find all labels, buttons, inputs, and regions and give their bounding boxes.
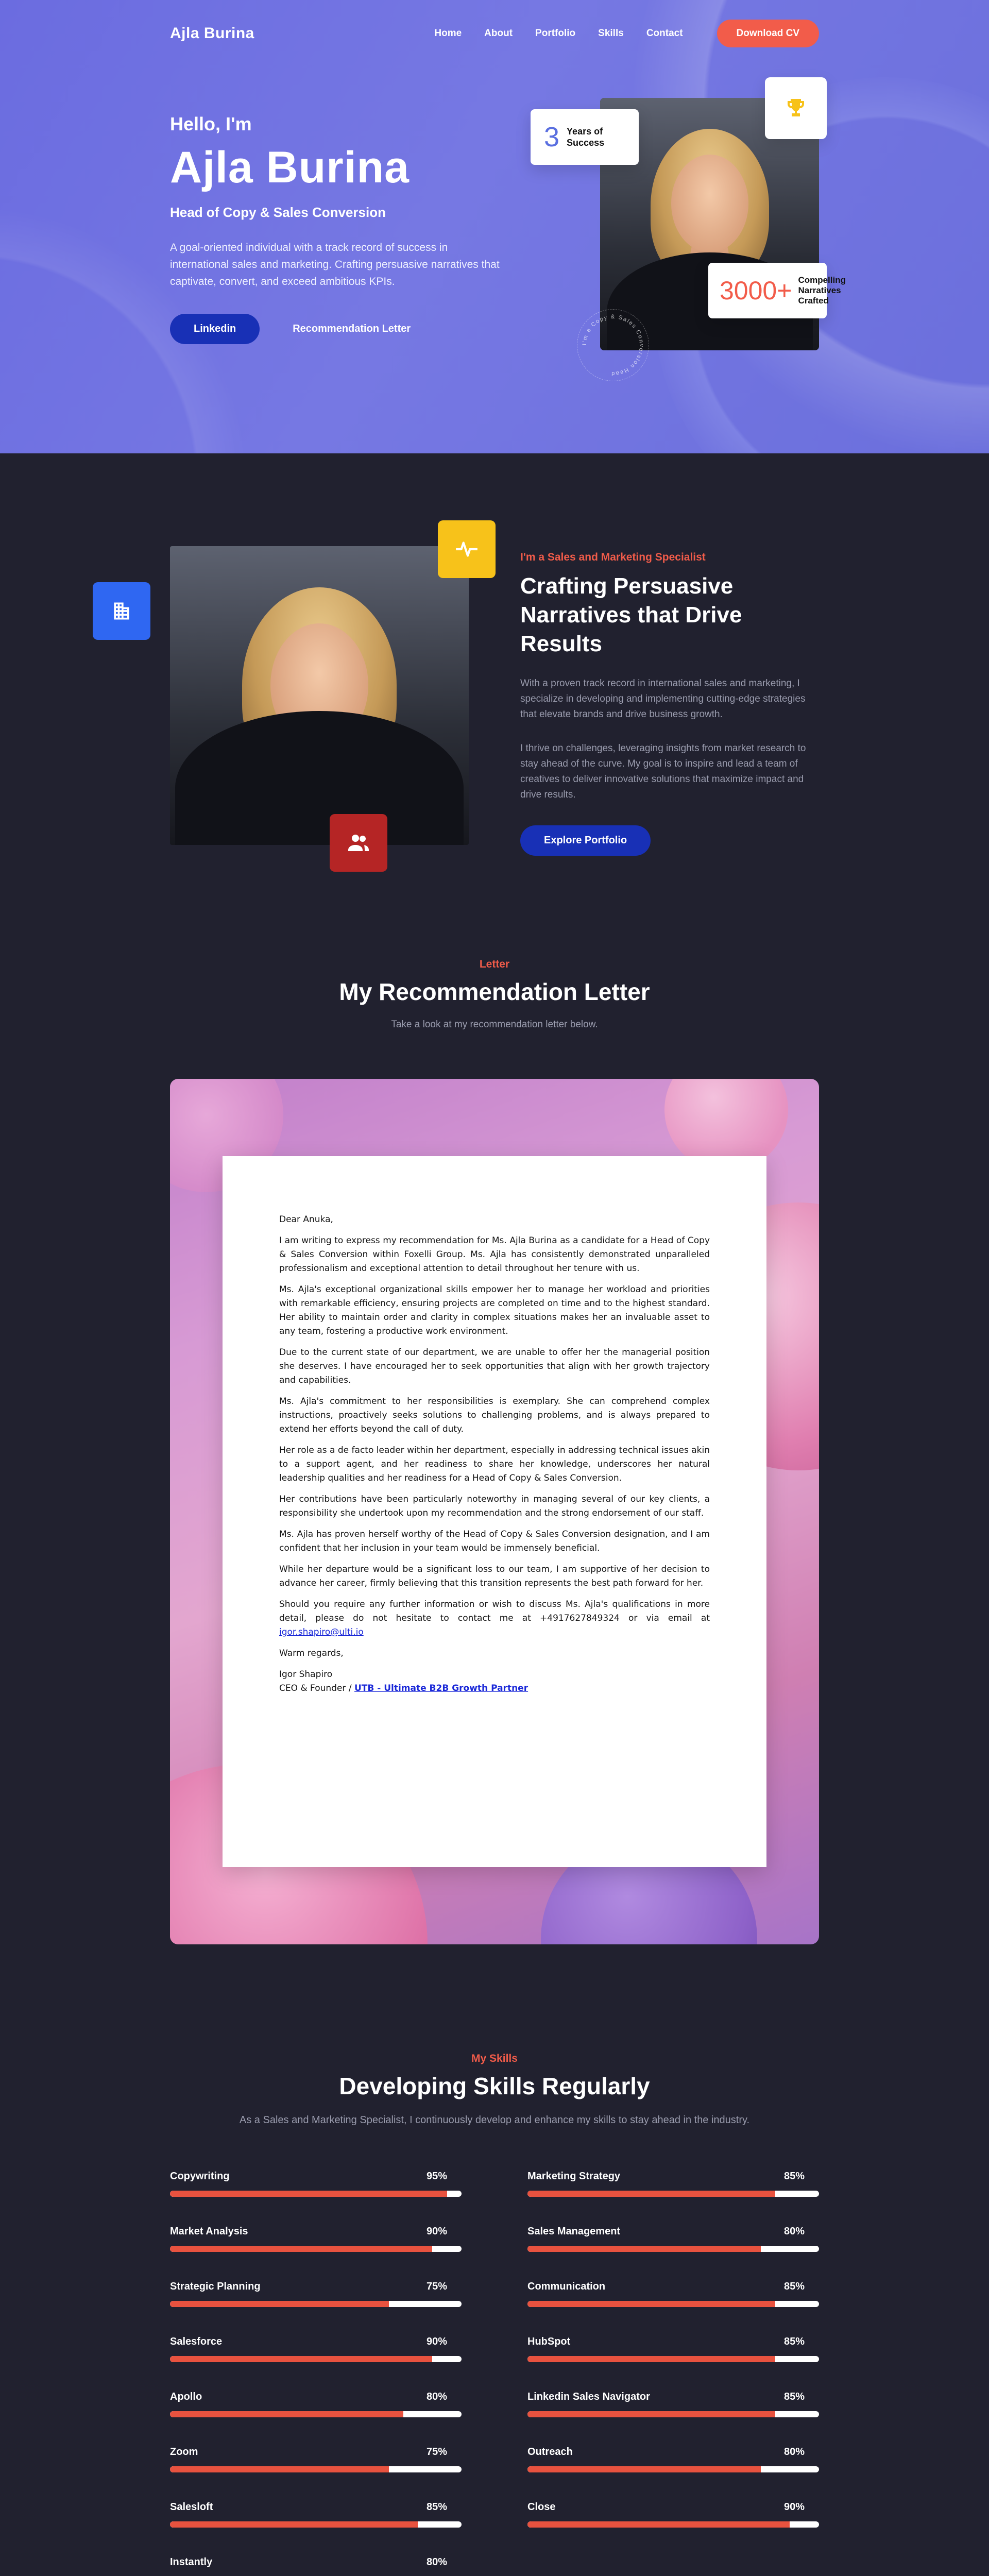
top-nav	[170, 0, 819, 67]
recommendation-letter-link[interactable]: Recommendation Letter	[293, 323, 411, 334]
skill-item	[170, 2501, 462, 2528]
letter-document	[223, 1156, 766, 1867]
skill-name: Market Analysis	[170, 2226, 248, 2237]
years-label: Success	[567, 138, 605, 148]
skill-progress-track	[527, 2301, 819, 2307]
skill-progress-fill	[170, 2466, 389, 2472]
nav-item-home[interactable]: Home	[434, 28, 462, 39]
letter-paragraph: Due to the current state of our department, we are unable to offer her the managerial position she deserves. I have encouraged her to seek opportunities that align with her growth trajectory and capabilities.	[279, 1347, 710, 1385]
hero-visual	[531, 98, 846, 386]
skill-progress-fill	[170, 2521, 418, 2528]
download-cv-button[interactable]: Download CV	[717, 20, 819, 47]
logo[interactable]: Ajla Burina	[170, 25, 254, 42]
letter-paragraph: Her role as a de facto leader within her department, especially in addressing technical issues akin to a support agent, and her readiness to share her knowledge, underscores her natural leadership qualities and her readiness for a Head of Copy & Sales Conversion.	[279, 1445, 710, 1483]
skill-item	[170, 2556, 462, 2576]
skills-title: Developing Skills Regularly	[339, 2073, 650, 2099]
skill-name: Outreach	[527, 2446, 573, 2458]
skill-item	[527, 2226, 819, 2252]
trophy-icon	[783, 96, 808, 121]
skill-percent: 85%	[426, 2501, 447, 2513]
skill-name: Close	[527, 2501, 556, 2513]
skill-progress-fill	[527, 2521, 790, 2528]
skill-name: Linkedin Sales Navigator	[527, 2391, 650, 2402]
skill-item	[527, 2501, 819, 2528]
hero-description: A goal-oriented individual with a track record of success in international sales and marketing. Crafting persuasive narratives that captivate, convert, and exceed ambitious KPIs.	[170, 242, 500, 287]
skill-percent: 85%	[783, 2336, 805, 2347]
trophy-badge	[765, 77, 827, 139]
skill-percent: 90%	[783, 2501, 805, 2513]
narratives-label: Narratives	[798, 285, 841, 295]
skill-progress-track	[527, 2411, 819, 2417]
nav-item-about[interactable]: About	[484, 28, 513, 39]
skill-progress-track	[170, 2466, 462, 2472]
letter-signer-title: CEO & Founder / UTB - Ultimate B2B Growth Partner	[279, 1683, 528, 1693]
letter-contact-paragraph: Should you require any further information or wish to discuss Ms. Ajla's qualifications in more detail, please do not hesitate to contact me at +4917627849324 or via email at igor.shapiro@ulti.io	[279, 1599, 710, 1637]
skill-name: Marketing Strategy	[527, 2171, 621, 2182]
skill-progress-fill	[170, 2191, 447, 2197]
nav-menu	[434, 20, 819, 47]
narratives-number: 3000+	[720, 276, 792, 305]
letter-company-link[interactable]: UTB - Ultimate B2B Growth Partner	[354, 1683, 528, 1693]
skill-progress-fill	[527, 2191, 775, 2197]
skill-progress-track	[170, 2301, 462, 2307]
skill-name: Salesforce	[170, 2336, 223, 2347]
skill-progress-fill	[170, 2356, 432, 2362]
letter-frame	[170, 1079, 819, 1944]
skill-progress-track	[527, 2191, 819, 2197]
hero-section	[0, 0, 989, 453]
skill-item	[527, 2446, 819, 2472]
skill-percent: 80%	[783, 2446, 805, 2458]
hero-role: Head of Copy & Sales Conversion	[170, 205, 386, 220]
skill-name: Apollo	[170, 2391, 202, 2402]
narratives-label: Crafted	[798, 296, 829, 306]
skill-percent: 85%	[783, 2281, 805, 2292]
skill-percent: 85%	[783, 2171, 805, 2182]
skill-item	[170, 2171, 462, 2197]
skill-progress-fill	[170, 2301, 389, 2307]
linkedin-button[interactable]: Linkedin	[170, 314, 260, 344]
skill-item	[170, 2446, 462, 2472]
skill-percent: 85%	[783, 2391, 805, 2402]
skill-progress-fill	[170, 2411, 403, 2417]
skill-item	[170, 2391, 462, 2417]
years-number: 3	[544, 122, 560, 152]
hero-hello: Hello, I'm	[170, 113, 252, 134]
skill-name: Communication	[527, 2281, 606, 2292]
skill-percent: 80%	[783, 2226, 805, 2237]
letter-section	[0, 958, 989, 1944]
years-label: Years of	[567, 126, 603, 137]
explore-portfolio-button[interactable]: Explore Portfolio	[520, 825, 651, 856]
narratives-label: Compelling	[798, 275, 846, 285]
letter-paragraph: While her departure would be a significant loss to our team, I am supportive of her decision to advance her career, firmly believing that this transition represents the best path forward for her.	[279, 1564, 710, 1588]
letter-paragraph: Ms. Ajla's commitment to her responsibilities is exemplary. She can comprehend complex instructions, proactively seeks solutions to challenging problems, and is always prepared to extend her efforts beyond the call of duty.	[279, 1396, 710, 1434]
years-badge	[531, 109, 639, 165]
about-paragraph: With a proven track record in international sales and marketing, I specialize in developing and implementing cutting-edge strategies that elevate brands and drive business growth.	[520, 678, 806, 720]
skill-percent: 90%	[426, 2226, 447, 2237]
skill-progress-track	[527, 2521, 819, 2528]
letter-paragraph: Her contributions have been particularly noteworthy in managing several of our key clients, a responsibility she undertook upon my recommendation and the strong endorsement of our staff.	[279, 1494, 710, 1518]
skill-name: Salesloft	[170, 2501, 213, 2513]
skill-progress-fill	[527, 2466, 761, 2472]
about-section	[0, 453, 989, 958]
about-portrait	[170, 546, 469, 845]
users-icon	[330, 814, 387, 872]
skill-item	[527, 2171, 819, 2197]
skills-eyebrow: My Skills	[471, 2053, 518, 2064]
skill-name: Copywriting	[170, 2171, 230, 2182]
nav-item-skills[interactable]: Skills	[598, 28, 624, 39]
about-paragraph: I thrive on challenges, leveraging insights from market research to stay ahead of the curve. My goal is to inspire and lead a team of creatives to deliver innovative solutions that maximize impact and drive results.	[520, 743, 806, 800]
skill-progress-track	[170, 2521, 462, 2528]
skill-name: HubSpot	[527, 2336, 571, 2347]
skills-subtitle: As a Sales and Marketing Specialist, I continuously develop and enhance my skills to stay ahead in the industry.	[239, 2114, 750, 2126]
letter-closing: Warm regards,	[279, 1648, 344, 1658]
circle-caption: I'm a Copy & Sales Conversion Head	[581, 313, 645, 377]
skill-item	[527, 2556, 819, 2576]
about-title: Crafting Persuasive Narratives that Drive Results	[520, 573, 742, 656]
letter-paragraph: I am writing to express my recommendation for Ms. Ajla Burina as a candidate for a Head of Copy & Sales Conversion within Foxelli Group. Ms. Ajla has consistently demonstrated unparalleled professionalism and exceptional attention to detail throughout her tenure with us.	[279, 1235, 710, 1274]
skill-item	[170, 2336, 462, 2362]
skill-progress-track	[170, 2246, 462, 2252]
skill-name: Instantly	[170, 2556, 213, 2568]
skill-percent: 95%	[426, 2171, 447, 2182]
narratives-badge	[708, 263, 846, 318]
skill-percent: 75%	[426, 2281, 447, 2292]
skill-item	[527, 2336, 819, 2362]
skill-progress-fill	[527, 2301, 775, 2307]
letter-eyebrow: Letter	[479, 958, 510, 970]
letter-paragraph: Ms. Ajla has proven herself worthy of the Head of Copy & Sales Conversion designation, and I am confident that her inclusion in your team would be immensely beneficial.	[279, 1529, 710, 1553]
skills-section	[0, 2053, 989, 2576]
nav-item-portfolio[interactable]: Portfolio	[535, 28, 576, 39]
skill-progress-track	[170, 2356, 462, 2362]
skill-percent: 90%	[426, 2336, 447, 2347]
letter-paragraph: Ms. Ajla's exceptional organizational skills empower her to manage her workload and priorities with remarkable efficiency, ensuring projects are completed on time and to the highest standard. Her ability to maintain order and clarity in complex situations makes her an invaluable asset to any team, fostering a productive work environment.	[279, 1284, 710, 1336]
skill-progress-track	[527, 2246, 819, 2252]
skill-progress-fill	[170, 2246, 432, 2252]
skills-grid	[170, 2171, 819, 2576]
skill-item	[527, 2391, 819, 2417]
skill-item	[527, 2281, 819, 2307]
letter-greeting: Dear Anuka,	[279, 1214, 333, 1225]
skill-name: Sales Management	[527, 2226, 621, 2237]
building-icon	[93, 582, 150, 640]
skill-item	[170, 2281, 462, 2307]
skill-item	[170, 2226, 462, 2252]
skill-percent: 80%	[426, 2556, 447, 2568]
letter-email-link[interactable]: igor.shapiro@ulti.io	[279, 1627, 364, 1637]
about-eyebrow: I'm a Sales and Marketing Specialist	[520, 551, 706, 563]
hero-name: Ajla Burina	[170, 143, 410, 192]
skill-progress-fill	[527, 2411, 775, 2417]
letter-title: My Recommendation Letter	[339, 978, 650, 1005]
skill-name: Zoom	[170, 2446, 198, 2458]
skill-progress-track	[527, 2356, 819, 2362]
letter-signer: Igor Shapiro	[279, 1669, 333, 1680]
nav-item-contact[interactable]: Contact	[646, 28, 683, 39]
skill-percent: 80%	[426, 2391, 447, 2402]
skill-progress-fill	[527, 2356, 775, 2362]
skill-name: Strategic Planning	[170, 2281, 261, 2292]
letter-subtitle: Take a look at my recommendation letter below.	[391, 1019, 598, 1030]
skill-progress-track	[170, 2411, 462, 2417]
rotating-circle-text	[577, 309, 649, 381]
skill-progress-track	[527, 2466, 819, 2472]
pulse-icon	[438, 520, 496, 578]
skill-progress-fill	[527, 2246, 761, 2252]
skill-progress-track	[170, 2191, 462, 2197]
skill-percent: 75%	[426, 2446, 447, 2458]
